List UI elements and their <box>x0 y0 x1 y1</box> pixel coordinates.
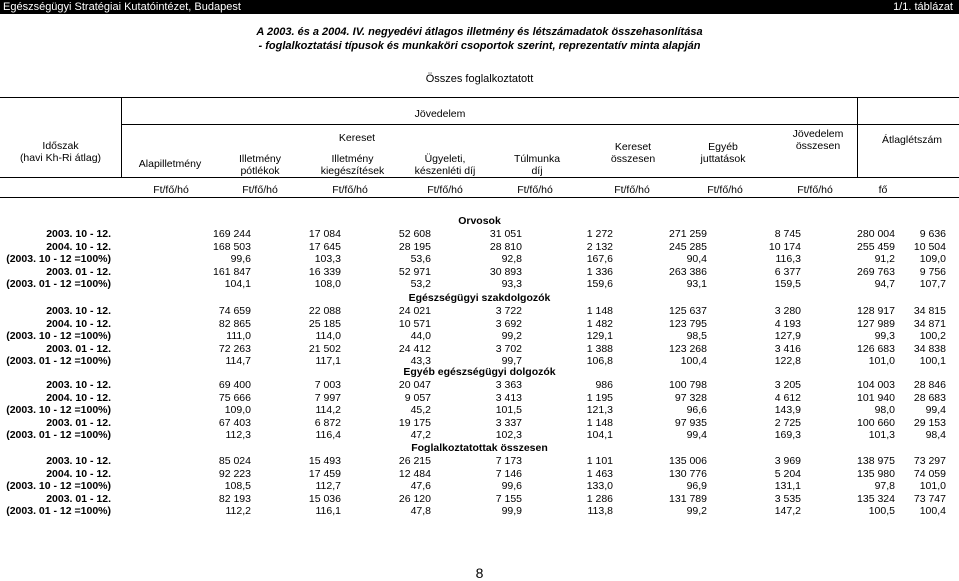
table-cell: 1 463 <box>586 467 613 480</box>
table-cell: 10 174 <box>768 240 801 253</box>
table-cell: 100,5 <box>868 505 895 517</box>
table-cell: 4 612 <box>774 391 801 404</box>
table-cell: 10 571 <box>398 317 431 330</box>
table-cell: 12 484 <box>398 467 431 480</box>
table-cell: 100 660 <box>857 416 895 429</box>
table-cell: 109,0 <box>224 404 251 416</box>
kereset-heading: Kereset <box>338 132 376 144</box>
table-cell: 167,6 <box>586 253 613 265</box>
row-label: 2003. 01 - 12. <box>46 265 111 278</box>
table-row <box>0 228 959 240</box>
table-row <box>0 278 959 290</box>
table-cell: 21 502 <box>308 342 341 355</box>
table-cell: 116,3 <box>775 253 801 265</box>
table-cell: 100,2 <box>919 330 946 342</box>
table-cell: 24 412 <box>398 342 431 355</box>
table-cell: 94,7 <box>874 278 895 290</box>
table-cell: 82 193 <box>218 492 251 505</box>
table-cell: 98,5 <box>686 330 707 342</box>
table-cell: 53,6 <box>410 253 431 265</box>
col-divider <box>121 98 122 177</box>
table-cell: 5 204 <box>774 467 801 480</box>
table-cell: 28 810 <box>489 240 522 253</box>
table-id: 1/1. táblázat <box>893 1 953 13</box>
table-cell: 3 722 <box>495 305 522 317</box>
table-cell: 116,1 <box>315 505 341 517</box>
table-row <box>0 429 959 441</box>
unit-label: Ft/fő/hó <box>332 184 368 196</box>
table-cell: 20 047 <box>398 379 431 391</box>
table-cell: 112,2 <box>225 505 251 517</box>
table-cell: 1 286 <box>586 492 613 505</box>
table-cell: 47,6 <box>410 480 431 492</box>
unit-label: Ft/fő/hó <box>707 184 743 196</box>
table-cell: 133,0 <box>586 480 613 492</box>
table-cell: 101,0 <box>868 355 895 367</box>
table-cell: 72 263 <box>218 342 251 355</box>
table-cell: 125 637 <box>669 305 707 317</box>
row-label: (2003. 01 - 12 =100%) <box>6 278 111 290</box>
table-cell: 52 971 <box>398 265 431 278</box>
table-cell: 97 935 <box>674 416 707 429</box>
table-cell: 114,0 <box>315 330 341 342</box>
table-cell: 271 259 <box>669 228 707 240</box>
row-label: 2004. 10 - 12. <box>46 317 111 330</box>
table-cell: 97 328 <box>674 391 707 404</box>
table-row <box>0 253 959 265</box>
row-label: (2003. 01 - 12 =100%) <box>6 355 111 367</box>
table-cell: 101,0 <box>919 480 946 492</box>
table-cell: 99,7 <box>501 355 522 367</box>
row-label: (2003. 10 - 12 =100%) <box>6 480 111 492</box>
table-cell: 92 223 <box>218 467 251 480</box>
table-cell: 135 324 <box>857 492 895 505</box>
table-cell: 17 645 <box>308 240 341 253</box>
units-bottom-rule <box>0 197 959 198</box>
jov-osszesen-heading-2: összesen <box>795 140 841 152</box>
table-cell: 7 146 <box>495 467 522 480</box>
table-cell: 1 272 <box>586 228 613 240</box>
table-row <box>0 468 959 480</box>
table-cell: 24 021 <box>398 305 431 317</box>
table-cell: 7 003 <box>314 379 341 391</box>
table-cell: 16 339 <box>308 265 341 278</box>
table-cell: 108,0 <box>314 278 341 290</box>
idoszak-heading-2: (havi Kh-Ri átlag) <box>19 152 102 164</box>
table-cell: 92,8 <box>501 253 522 265</box>
table-cell: 130 776 <box>669 467 707 480</box>
table-cell: 8 745 <box>774 228 801 240</box>
table-row <box>0 392 959 404</box>
row-label: 2004. 10 - 12. <box>46 240 111 253</box>
idoszak-heading: Időszak <box>42 140 79 152</box>
table-cell: 106,8 <box>586 355 613 367</box>
table-cell: 53,2 <box>410 278 431 290</box>
table-title-2: - foglalkoztatási típusok és munkaköri csoportok szerint, reprezentatív minta alapján <box>258 40 701 52</box>
table-cell: 73 297 <box>913 455 946 467</box>
table-cell: 169 244 <box>213 228 251 240</box>
table-cell: 9 057 <box>404 391 431 404</box>
table-row <box>0 417 959 429</box>
table-cell: 17 459 <box>308 467 341 480</box>
table-cell: 69 400 <box>218 379 251 391</box>
unit-label: fő <box>878 184 888 196</box>
table-cell: 100 798 <box>669 379 707 391</box>
table-cell: 30 893 <box>489 265 522 278</box>
row-label: (2003. 10 - 12 =100%) <box>6 330 111 342</box>
table-cell: 73 747 <box>913 492 946 505</box>
table-cell: 129,1 <box>586 330 613 342</box>
table-cell: 127,9 <box>774 330 801 342</box>
table-cell: 3 280 <box>774 305 801 317</box>
table-cell: 3 413 <box>495 391 522 404</box>
table-cell: 2 132 <box>586 240 613 253</box>
table-cell: 98,0 <box>874 404 895 416</box>
header-top-rule <box>0 97 959 98</box>
kiegeszitesek-heading-2: kiegészítések <box>320 165 385 177</box>
table-cell: 47,8 <box>410 505 431 517</box>
table-cell: 67 403 <box>218 416 251 429</box>
jov-osszesen-heading-1: Jövedelem <box>792 128 844 140</box>
table-cell: 159,6 <box>586 278 613 290</box>
alapilletmeny-heading: Alapilletmény <box>138 158 202 170</box>
table-subtitle: Összes foglalkoztatott <box>425 73 534 85</box>
table-cell: 99,4 <box>686 429 707 441</box>
table-cell: 26 215 <box>398 455 431 467</box>
table-cell: 22 088 <box>308 305 341 317</box>
row-label: 2003. 10 - 12. <box>46 455 111 467</box>
section-heading: Foglalkoztatottak összesen <box>411 442 548 454</box>
table-cell: 3 363 <box>495 379 522 391</box>
atlaglet-heading: Átlaglétszám <box>881 134 943 146</box>
table-cell: 34 871 <box>913 317 946 330</box>
table-cell: 114,2 <box>315 404 341 416</box>
table-cell: 135 006 <box>669 455 707 467</box>
table-cell: 90,4 <box>686 253 707 265</box>
table-cell: 82 865 <box>218 317 251 330</box>
table-cell: 99,4 <box>925 404 946 416</box>
table-cell: 103,3 <box>314 253 341 265</box>
table-cell: 7 173 <box>495 455 522 467</box>
potlekok-heading-1: Illetmény <box>238 153 281 165</box>
table-cell: 97,8 <box>874 480 895 492</box>
kiegeszitesek-heading <box>305 153 400 177</box>
table-cell: 99,2 <box>501 330 522 342</box>
table-cell: 111,0 <box>226 330 251 342</box>
table-row <box>0 330 959 342</box>
table-cell: 986 <box>595 379 613 391</box>
units-top-rule <box>0 177 959 178</box>
table-cell: 47,2 <box>410 429 431 441</box>
table-cell: 75 666 <box>218 391 251 404</box>
table-cell: 99,3 <box>874 330 895 342</box>
kereset-osszesen-heading-2: összesen <box>610 153 656 165</box>
table-cell: 28 683 <box>913 391 946 404</box>
table-cell: 15 493 <box>308 455 341 467</box>
unit-label: Ft/fő/hó <box>242 184 278 196</box>
table-cell: 1 388 <box>586 342 613 355</box>
table-row <box>0 455 959 467</box>
row-label: 2003. 01 - 12. <box>46 492 111 505</box>
table-cell: 1 148 <box>586 305 613 317</box>
table-cell: 269 763 <box>857 265 895 278</box>
table-cell: 28 846 <box>913 379 946 391</box>
table-cell: 34 838 <box>913 342 946 355</box>
table-cell: 93,1 <box>686 278 707 290</box>
table-cell: 1 336 <box>586 265 613 278</box>
kiegeszitesek-heading-1: Illetmény <box>331 153 374 165</box>
table-cell: 100,1 <box>919 355 946 367</box>
table-cell: 52 608 <box>398 228 431 240</box>
table-cell: 31 051 <box>489 228 522 240</box>
row-label: 2003. 01 - 12. <box>46 342 111 355</box>
table-cell: 85 024 <box>218 455 251 467</box>
table-cell: 44,0 <box>410 330 431 342</box>
table-cell: 109,0 <box>919 253 946 265</box>
table-cell: 45,2 <box>410 404 431 416</box>
unit-label: Ft/fő/hó <box>797 184 833 196</box>
egyeb-heading-1: Egyéb <box>708 141 738 153</box>
table-cell: 91,2 <box>874 253 895 265</box>
table-cell: 74 659 <box>218 305 251 317</box>
row-label: 2003. 01 - 12. <box>46 416 111 429</box>
row-label: (2003. 10 - 12 =100%) <box>6 253 111 265</box>
table-cell: 19 175 <box>398 416 431 429</box>
table-cell: 143,9 <box>774 404 801 416</box>
table-cell: 1 482 <box>586 317 613 330</box>
table-cell: 104 003 <box>857 379 895 391</box>
tulmunka-heading <box>497 153 577 177</box>
table-cell: 3 337 <box>495 416 522 429</box>
egyeb-heading-2: juttatások <box>700 153 746 165</box>
table-cell: 1 195 <box>586 391 613 404</box>
table-row <box>0 305 959 317</box>
table-cell: 117,1 <box>315 355 341 367</box>
table-cell: 15 036 <box>308 492 341 505</box>
table-cell: 3 692 <box>495 317 522 330</box>
table-cell: 99,9 <box>501 505 522 517</box>
table-cell: 113,8 <box>587 505 613 517</box>
unit-label: Ft/fő/hó <box>614 184 650 196</box>
unit-label: Ft/fő/hó <box>427 184 463 196</box>
top-bar <box>0 0 959 14</box>
table-cell: 101 940 <box>857 391 895 404</box>
section-heading: Orvosok <box>458 215 501 227</box>
table-cell: 1 148 <box>586 416 613 429</box>
table-cell: 169,3 <box>774 429 801 441</box>
jovedelem-heading: Jövedelem <box>414 108 466 120</box>
table-cell: 25 185 <box>308 317 341 330</box>
table-cell: 6 377 <box>774 265 801 278</box>
table-cell: 99,2 <box>686 505 707 517</box>
table-cell: 104,1 <box>586 429 613 441</box>
ugyeleti-heading-2: készenléti díj <box>414 165 476 177</box>
row-label: (2003. 10 - 12 =100%) <box>6 404 111 416</box>
table-row <box>0 379 959 391</box>
table-row <box>0 266 959 278</box>
table-cell: 147,2 <box>774 505 801 517</box>
section-heading: Egészségügyi szakdolgozók <box>408 292 551 304</box>
ugyeleti-heading <box>395 153 495 177</box>
table-cell: 2 725 <box>774 416 801 429</box>
table-row <box>0 493 959 505</box>
table-row <box>0 480 959 492</box>
table-cell: 126 683 <box>857 342 895 355</box>
table-cell: 3 205 <box>774 379 801 391</box>
table-cell: 127 989 <box>857 317 895 330</box>
potlekok-heading-2: pótlékok <box>240 165 280 177</box>
ugyeleti-heading-1: Ügyeleti, <box>424 153 466 165</box>
table-cell: 7 155 <box>495 492 522 505</box>
table-cell: 17 084 <box>308 228 341 240</box>
table-cell: 1 101 <box>586 455 613 467</box>
table-cell: 263 386 <box>669 265 707 278</box>
table-cell: 112,3 <box>225 429 251 441</box>
table-cell: 26 120 <box>398 492 431 505</box>
table-cell: 131,1 <box>774 480 801 492</box>
table-cell: 123 268 <box>669 342 707 355</box>
egyeb-heading <box>683 141 763 165</box>
table-cell: 255 459 <box>857 240 895 253</box>
tulmunka-heading-1: Túlmunka <box>513 153 561 165</box>
table-row <box>0 343 959 355</box>
table-cell: 99,6 <box>230 253 251 265</box>
table-cell: 6 872 <box>314 416 341 429</box>
table-cell: 7 997 <box>314 391 341 404</box>
table-cell: 123 795 <box>669 317 707 330</box>
jovedelem-rule <box>121 124 959 125</box>
table-cell: 96,6 <box>686 404 707 416</box>
table-cell: 93,3 <box>501 278 522 290</box>
table-cell: 138 975 <box>857 455 895 467</box>
table-cell: 9 756 <box>919 265 946 278</box>
table-cell: 131 789 <box>669 492 707 505</box>
table-cell: 102,3 <box>495 429 522 441</box>
table-cell: 98,4 <box>925 429 946 441</box>
table-cell: 107,7 <box>919 278 946 290</box>
unit-label: Ft/fő/hó <box>153 184 189 196</box>
row-label: 2003. 10 - 12. <box>46 305 111 317</box>
row-label: (2003. 01 - 12 =100%) <box>6 505 111 517</box>
table-cell: 135 980 <box>857 467 895 480</box>
table-cell: 112,7 <box>315 480 341 492</box>
table-cell: 34 815 <box>913 305 946 317</box>
kereset-osszesen-heading <box>593 141 673 165</box>
table-cell: 29 153 <box>913 416 946 429</box>
table-cell: 122,8 <box>774 355 801 367</box>
row-label: 2004. 10 - 12. <box>46 467 111 480</box>
table-cell: 3 969 <box>774 455 801 467</box>
kereset-osszesen-heading-1: Kereset <box>614 141 652 153</box>
table-cell: 168 503 <box>213 240 251 253</box>
table-cell: 43,3 <box>410 355 431 367</box>
section-heading: Egyéb egészségügyi dolgozók <box>403 366 556 378</box>
table-cell: 101,5 <box>495 404 522 416</box>
table-cell: 121,3 <box>586 404 613 416</box>
table-row <box>0 241 959 253</box>
table-cell: 100,4 <box>919 505 946 517</box>
table-cell: 100,4 <box>680 355 707 367</box>
table-cell: 108,5 <box>224 480 251 492</box>
table-row <box>0 318 959 330</box>
row-label: 2003. 10 - 12. <box>46 379 111 391</box>
table-cell: 101,3 <box>868 429 895 441</box>
table-cell: 74 059 <box>913 467 946 480</box>
table-row <box>0 505 959 517</box>
table-cell: 280 004 <box>857 228 895 240</box>
table-cell: 99,6 <box>501 480 522 492</box>
table-cell: 245 285 <box>669 240 707 253</box>
table-cell: 3 416 <box>774 342 801 355</box>
table-cell: 116,4 <box>315 429 341 441</box>
table-cell: 161 847 <box>213 265 251 278</box>
page-number: 8 <box>475 565 484 581</box>
table-cell: 128 917 <box>857 305 895 317</box>
tulmunka-heading-2: díj <box>531 165 543 177</box>
table-cell: 114,7 <box>225 355 251 367</box>
table-cell: 104,1 <box>224 278 251 290</box>
table-cell: 4 193 <box>774 317 801 330</box>
table-cell: 28 195 <box>398 240 431 253</box>
row-label: 2004. 10 - 12. <box>46 391 111 404</box>
table-cell: 3 702 <box>495 342 522 355</box>
table-row <box>0 404 959 416</box>
row-label: (2003. 01 - 12 =100%) <box>6 429 111 441</box>
institute-name: Egészségügyi Stratégiai Kutatóintézet, Budapest <box>3 1 241 13</box>
table-title: A 2003. és a 2004. IV. negyedévi átlagos illetmény és létszámadatok összehasonlítása <box>256 26 703 38</box>
table-cell: 9 636 <box>919 228 946 240</box>
table-cell: 159,5 <box>774 278 801 290</box>
table-cell: 96,9 <box>686 480 707 492</box>
jov-osszesen-heading <box>778 128 858 152</box>
unit-label: Ft/fő/hó <box>517 184 553 196</box>
table-cell: 10 504 <box>913 240 946 253</box>
table-cell: 3 535 <box>774 492 801 505</box>
potlekok-heading <box>215 153 305 177</box>
row-label: 2003. 10 - 12. <box>46 228 111 240</box>
